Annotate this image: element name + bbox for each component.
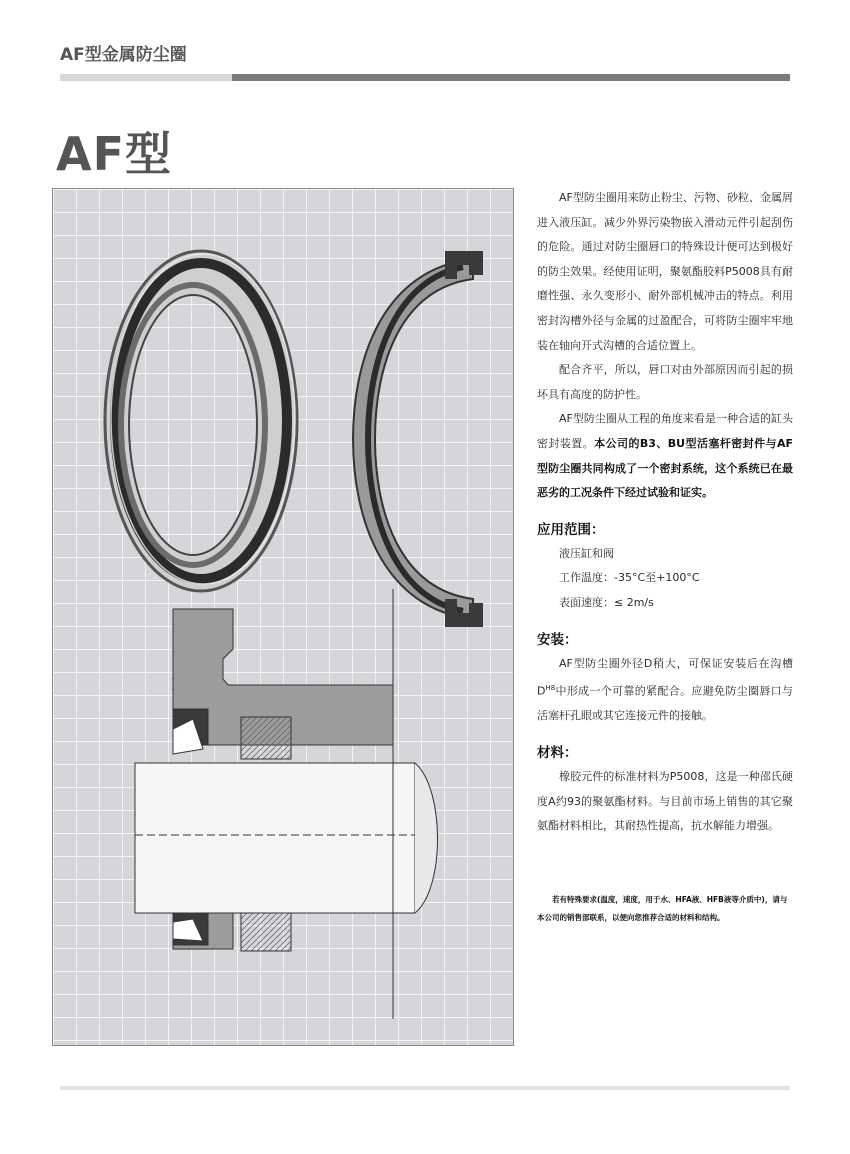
special-requirements-note: 若有特殊要求(温度，速度，用于水、HFA液、HFB液等介质中)，请与本公司的销售部联系，以便向您推荐合适的材料和结构。: [537, 895, 788, 922]
application-item: 液压缸和阀: [559, 546, 614, 560]
header-rule-dark: [232, 74, 790, 81]
full-ring-image: [105, 251, 297, 591]
installation-heading: 安装：: [537, 631, 578, 648]
intro-paragraph-3-bold: 本公司的B3、BU型活塞杆密封件与AF型防尘圈共同构成了一个密封系统，这个系统已在最恶劣的工况条件下经过试验和证实。: [537, 436, 793, 500]
header-rule-light: [60, 74, 232, 81]
application-item: 工作温度：-35°C至+100°C: [559, 571, 700, 585]
description-column: [537, 186, 793, 839]
application-heading: 应用范围：: [537, 521, 605, 538]
installation-superscript: H8: [545, 684, 556, 693]
material-heading: 材料：: [537, 744, 578, 761]
application-item: 表面速度：≤ 2m/s: [559, 595, 654, 609]
intro-paragraph-3-plain: AF型防尘圈从工程的角度来看是一种合适的缸头密封装置。: [537, 412, 793, 450]
intro-paragraph-2: 配合齐平，所以，唇口对由外部原因而引起的损坏具有高度的防护性。: [537, 363, 793, 401]
installation-paragraph: [537, 652, 793, 729]
product-title: AF型: [56, 127, 173, 181]
page-header-title: AF型金属防尘圈: [60, 45, 187, 65]
product-figure: [52, 188, 514, 1046]
intro-paragraph-1: AF型防尘圈用来防止粉尘、污物、砂粒、金属屑进入液压缸。减少外界污染物嵌入滑动元件引起刮伤的危险。通过对防尘圈唇口的特殊设计便可达到极好的防尘效果。经使用证明，聚氨酯胶料P5008具有耐磨性强、永久变形小、耐外部机械冲击的特点。利用密封沟槽外径与金属的过盈配合，可将防尘圈牢牢地装在轴向开式沟槽的合适位置上。: [537, 191, 793, 352]
installation-text-a: AF型防尘圈外径D稍大，可保证安装后在沟槽D: [537, 656, 793, 698]
installation-text-b: 中形成一个可靠的紧配合。应避免防尘圈唇口与活塞杆孔眼或其它连接元件的接触。: [537, 684, 793, 723]
footer-rule: [60, 1086, 790, 1090]
material-paragraph: 橡胶元件的标准材料为P5008，这是一种邵氏硬度A约93的聚氨酯材料。与目前市场上销售的其它聚氨酯材料相比，其耐热性提高，抗水解能力增强。: [537, 769, 793, 833]
intro-paragraph-3: [537, 407, 793, 505]
